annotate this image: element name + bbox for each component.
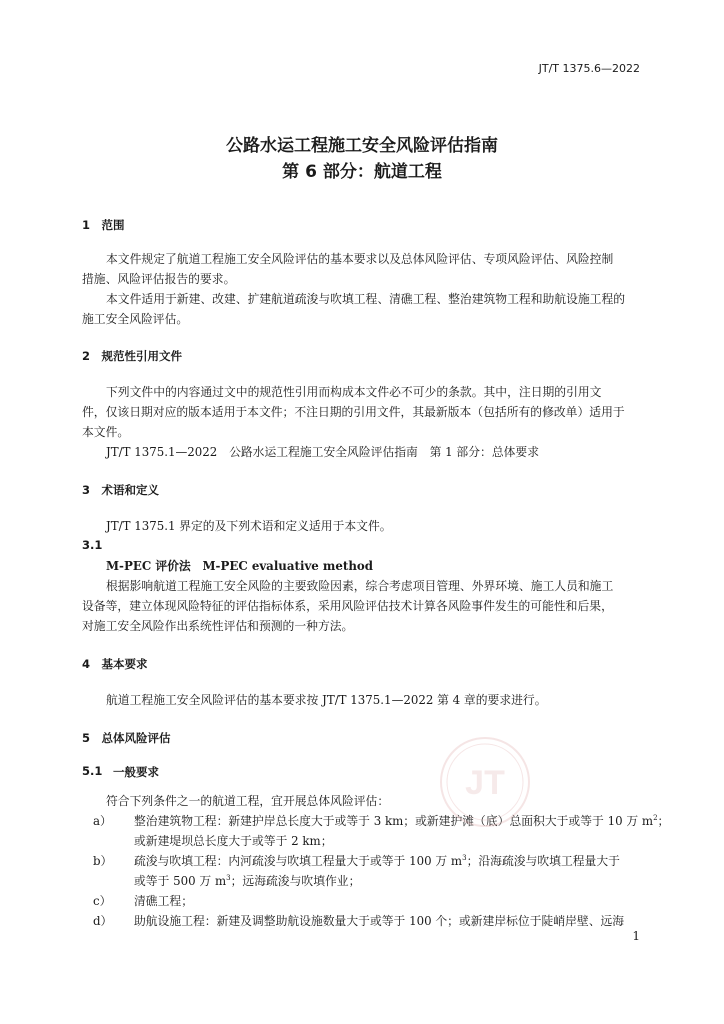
list-item-text: 助航设施工程：新建及调整助航设施数量大于或等于 100 个；或新建岸标位于陡峭岸壁、远海	[134, 914, 625, 928]
section-2-paragraph: 下列文件中的内容通过文中的规范性引用而构成本文件必不可少的条款。其中，注日期的引用文	[106, 385, 602, 399]
superscript: 2	[653, 814, 658, 823]
standard-number: JT/T 1375.6—2022	[538, 62, 640, 75]
list-item-label: c）	[93, 894, 112, 908]
superscript: 3	[226, 874, 231, 883]
normative-reference: JT/T 1375.1—2022 公路水运工程施工安全风险评估指南 第 1 部分：总体要求	[106, 445, 540, 459]
section-1-paragraph: 本文件规定了航道工程施工安全风险评估的基本要求以及总体风险评估、专项风险评估、风险控制	[106, 252, 614, 266]
section-2-heading: 2 规范性引用文件	[82, 349, 183, 363]
list-item-text: 或等于 500 万 m	[134, 874, 227, 888]
list-item-text: 疏浚与吹填工程：内河疏浚与吹填工程量大于或等于 100 万 m	[134, 854, 463, 868]
subsection-title: 一般要求	[113, 765, 159, 779]
superscript: 3	[462, 854, 467, 863]
list-item-label: a）	[93, 814, 112, 828]
document-subtitle: 第 6 部分：航道工程	[282, 162, 442, 182]
section-2-paragraph: 件，仅该日期对应的版本适用于本文件；不注日期的引用文件，其最新版本（包括所有的修改单）适用于	[82, 405, 625, 419]
list-item-text: 整治建筑物工程：新建护岸总长度大于或等于 3 km；或新建护滩（底）总面积大于或等于 10 万 m	[134, 814, 654, 828]
list-item-text: ；沿海疏浚与吹填工程量大于	[466, 854, 620, 868]
section-1-paragraph: 本文件适用于新建、改建、扩建航道疏浚与吹填工程、清礁工程、整治建筑物工程和助航设施工程的	[106, 292, 626, 306]
section-4-heading: 4 基本要求	[82, 657, 148, 671]
document-title: 公路水运工程施工安全风险评估指南	[226, 136, 498, 156]
section-1-paragraph: 施工安全风险评估。	[82, 312, 189, 326]
section-3-heading: 3 术语和定义	[82, 483, 160, 497]
list-item	[134, 812, 669, 829]
section-1-heading: 1 范围	[82, 218, 125, 232]
list-item-text: ；	[657, 814, 670, 828]
list-item-text: 清礁工程；	[134, 894, 193, 908]
list-item-text: ；远海疏浚与吹填作业；	[230, 874, 361, 888]
list-item-label: d）	[93, 914, 113, 928]
section-3-intro: JT/T 1375.1 界定的及下列术语和定义适用于本文件。	[106, 519, 392, 533]
watermark-text: JT	[465, 764, 505, 802]
subsection-number: 5.1	[82, 764, 103, 778]
list-item	[134, 872, 360, 889]
section-5-heading: 5 总体风险评估	[82, 731, 171, 745]
list-item	[134, 852, 620, 869]
term-number: 3.1	[82, 538, 103, 552]
list-intro: 符合下列条件之一的航道工程，宜开展总体风险评估：	[106, 794, 390, 808]
list-item-label: b）	[93, 854, 113, 868]
section-4-paragraph: 航道工程施工安全风险评估的基本要求按 JT/T 1375.1—2022 第 4 章的要求进行。	[106, 693, 547, 707]
term-definition: 根据影响航道工程施工安全风险的主要致险因素，综合考虑项目管理、外界环境、施工人员和施工	[106, 579, 614, 593]
list-item-text: 或新建堤坝总长度大于或等于 2 km；	[134, 834, 333, 848]
term-name: M-PEC 评价法 M-PEC evaluative method	[106, 559, 374, 573]
section-2-paragraph: 本文件。	[82, 425, 130, 439]
term-definition: 对施工安全风险作出系统性评估和预测的一种方法。	[82, 619, 354, 633]
term-definition: 设备等，建立体现风险特征的评估指标体系，采用风险评估技术计算各风险事件发生的可能性和后果，	[82, 599, 613, 613]
page-number: 1	[632, 929, 640, 943]
section-1-paragraph: 措施、风险评估报告的要求。	[82, 272, 236, 286]
watermark-seal-icon	[437, 734, 533, 830]
